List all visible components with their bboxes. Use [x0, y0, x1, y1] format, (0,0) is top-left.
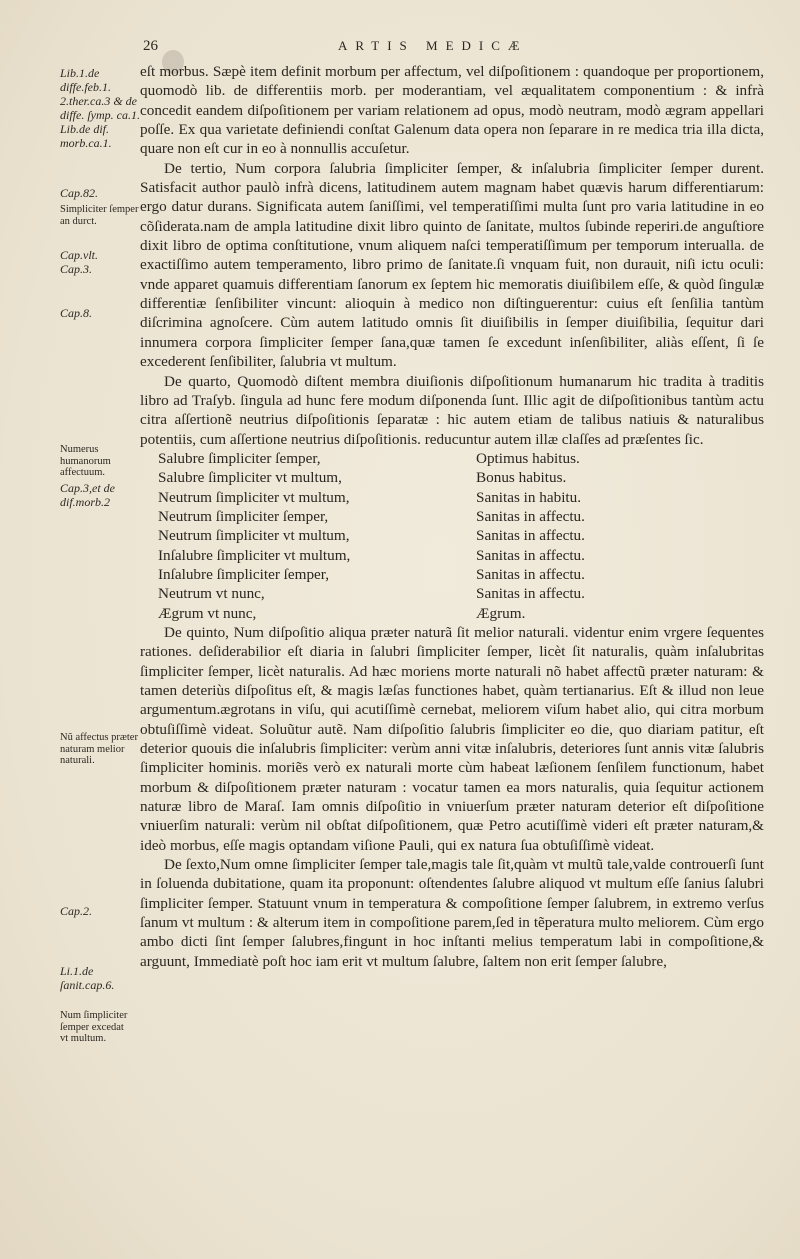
table-row — [158, 565, 764, 584]
table-row — [158, 604, 764, 623]
running-title: ARTIS MEDICÆ — [338, 38, 528, 53]
table-cell-left: Neutrum vt nunc, — [158, 585, 265, 603]
table-cell-left: Neutrum ſimpliciter ſemper, — [158, 507, 329, 525]
table-cell-left: Neutrum ſimpliciter vt multum, — [158, 527, 350, 545]
table-cell-right: Sanitas in affectu. — [476, 565, 585, 583]
table-row — [158, 449, 764, 468]
table-row — [158, 507, 764, 526]
table-row — [158, 584, 764, 603]
table-cell-left: Salubre ſimpliciter vt multum, — [158, 469, 342, 487]
margin-note-5: Cap.8. — [60, 306, 93, 320]
table-cell-left: Inſalubre ſimpliciter ſemper, — [158, 565, 330, 583]
margin-note-7: Cap.3,et de dif.morb.2 — [60, 481, 115, 509]
margin-note-9: Cap.2. — [60, 904, 93, 918]
paragraph-3: De quarto, Quomodò diſtent membra diuiſionis diſpoſitionum humanarum hic tradita à traditis libro ad Traſyb. ſingula ad hunc fere modum diſponenda ſunt. Illic agit de diſpoſitionibus tantùm actu citra aſſertionẽ neutrius diſpoſitionis ſeparatæ : hic autem etiam de talibus natiuis & naturalibus potentiis, cum aſſertione neutrius diſpoſitionis. reducuntur autem illæ claſſes ad præſentes ſic. — [140, 372, 764, 448]
page-number: 26 — [143, 38, 158, 54]
paragraph-4: De quinto, Num diſpoſitio aliqua præter naturã ſit melior naturali. videntur enim vrgere ſequentes rationes. deſiderabilior eſt diaria in ſalubri ſimpliciter ſemper, licèt ſit naturalis, quàm inſalubritas ſimpliciter ſemper, licèt naturalis. Ad hæc moriens morte naturali nõ habet affectũ præter naturam: & tamen deteriùs diſpoſitus eſt, & magis læſas functiones habet, quàm tertianarius. Eſt & illud non leue argumentum.ægrotans in viſu, qui acutiſſimè cernebat, meliorem viſum habet alio, qui citra morbum obtuſiſſimè videat. Soluũtur autẽ. Nam diſpoſitio ſalubris ſimpliciter eo die, quo diariam patitur, eſt deterior quouis die inſalubris ſimpliciter: verùm anni vitæ inſalubris, deteriores ſunt annis vitæ ſalubris ſimpliciter hominis. moriẽs verò ex naturali morte cùm habeat læſionem ſenſilem functionum, habet morbum & diſpoſitionem præter naturam : vocatur tamen ea mors naturalis, quia ſequitur actionem naturæ libro de Maraſ. Iam omnis diſpoſitio in vniuerſum præter naturam deterior eſt diſpoſitione vniuerſim naturali: verùm nil obſtat diſpoſitionem, quæ Petro acutiſſimè videri eſt præter naturam,& ideò morbus, eſſe magis optandam viſione Pauli, qui ex natura ſua obtuſiſſimè videat. — [140, 623, 764, 854]
table-row — [158, 488, 764, 507]
table-cell-left: Neutrum ſimpliciter vt multum, — [158, 488, 350, 506]
table-cell-right: Ægrum. — [476, 604, 526, 622]
table-cell-right: Optimus habitus. — [476, 449, 580, 467]
table-cell-right: Sanitas in affectu. — [476, 546, 585, 564]
margin-note-3: Simpliciter ſemper an durct. — [60, 204, 139, 227]
table-row — [158, 546, 764, 565]
margin-note-1: Lib.1.de diffe.feb.1. 2.ther.ca.3 & de diffe. ſymp. ca.1. Lib.de dif. morb.ca.1. — [60, 66, 140, 150]
paragraph-5: De ſexto,Num omne ſimpliciter ſemper tale,magis tale ſit,quàm vt multũ tale,valde controuerſi ſunt in ſoluenda dubitatione, quam ita proponunt: oſtendentes ſalubre aliquod vt multum eſſe ſanius ſalubri ſimpliciter ſemper. Statuunt vnum in temperatura & compoſitione ſemper ſalubrem, in extremo verſus ſanum vt multum : & alterum item in compoſitione parem,ſed in tẽperatura multo meliorem. Cùm ergo ambo dicti ſint ſemper ſalubres,fingunt in hoc inſtanti melius temperatum labi in compoſitione,& arguunt, Immediatè poſt hoc iam erit vt multum ſalubre, ſaltem non erit ſemper ſalubre, — [140, 856, 764, 970]
table-row — [158, 468, 764, 487]
margin-note-2: Cap.82. — [60, 186, 99, 200]
main-text — [140, 62, 764, 971]
table-cell-left: Inſalubre ſimpliciter vt multum, — [158, 546, 351, 564]
margin-note-6: Numerus humanorum affectuum. — [60, 444, 111, 478]
table-cell-right: Sanitas in habitu. — [476, 488, 582, 506]
margin-note-4: Cap.vlt. Cap.3. — [60, 248, 98, 276]
table-cell-right: Bonus habitus. — [476, 469, 567, 487]
margin-note-11: Num ſimpliciter ſemper excedat vt multum. — [60, 1010, 128, 1044]
table-cell-right: Sanitas in affectu. — [476, 585, 585, 603]
margin-note-8: Nũ affectus præter naturam melior naturali. — [60, 732, 138, 766]
classification-table — [158, 449, 764, 623]
table-cell-right: Sanitas in affectu. — [476, 527, 585, 545]
table-cell-right: Sanitas in affectu. — [476, 507, 585, 525]
table-cell-left: Ægrum vt nunc, — [158, 604, 257, 622]
margin-note-10: Li.1.de ſanit.cap.6. — [60, 964, 115, 992]
table-cell-left: Salubre ſimpliciter ſemper, — [158, 449, 321, 467]
table-row — [158, 526, 764, 545]
paragraph-1: eſt morbus. Sæpè item definit morbum per affectum, vel diſpoſitionem : quandoque per proportionem, quomodò lib. de differentiis morb. per moderantiam, vel æqualitatem componentium : & infrà concedit eandem diſpoſitionem per variam relationem ad opus, modò neutram, modò ægram appellari poſſe. Ex qua varietate definiendi conſtat Galenum data opera non ſeparare in re medica tria illa dicta, quare non eſt cur in eo à nonnullis accuſetur. — [140, 63, 764, 158]
paragraph-2: De tertio, Num corpora ſalubria ſimpliciter ſemper, & inſalubria ſimpliciter ſemper durent. Satisfacit author paulò infrà dicens, latitudinem autem magnam habet quævis harum differentiarum: ergo datur durans. Significata autem ſaniſſimi, vel temperatiſſimi multa ſunt pro varia latitudine in eo cõſiderata.nam de ampla latitudine dixit libro quinto de ſanitate, multos ſubinde reperiri.de anguſtiore dixit libro de optima conſtitutione, vnum aliquem naſci temperatiſſimum per temporum interualla. de exactiſſimo autem temperamento, libro primo de ſanitate.ſi vnquam fuit, non durauit, niſi ictu oculi: vnde apparet quamuis differentiam ſanorum ex ſeptem hic memoratis diuiſibilem eſſe, & quòd ſingulæ differentiæ ſenſibiliter vincunt: alioquin à medico non diſtinguerentur: cuius eſt ſenſilia tantùm diſcrimina agnoſcere. Cùm autem latitudo omnis ſit diuiſibilis in ſemper diuiſibilia, ſequitur dari innumera corpora ſimpliciter ſemper ſana,quæ tamen ſe excedunt inſenſibiliter, aliàs eſſent, ſi ſe excederent ſenſibiliter, ſalubria vt multum. — [140, 159, 764, 371]
page-header — [0, 38, 800, 60]
